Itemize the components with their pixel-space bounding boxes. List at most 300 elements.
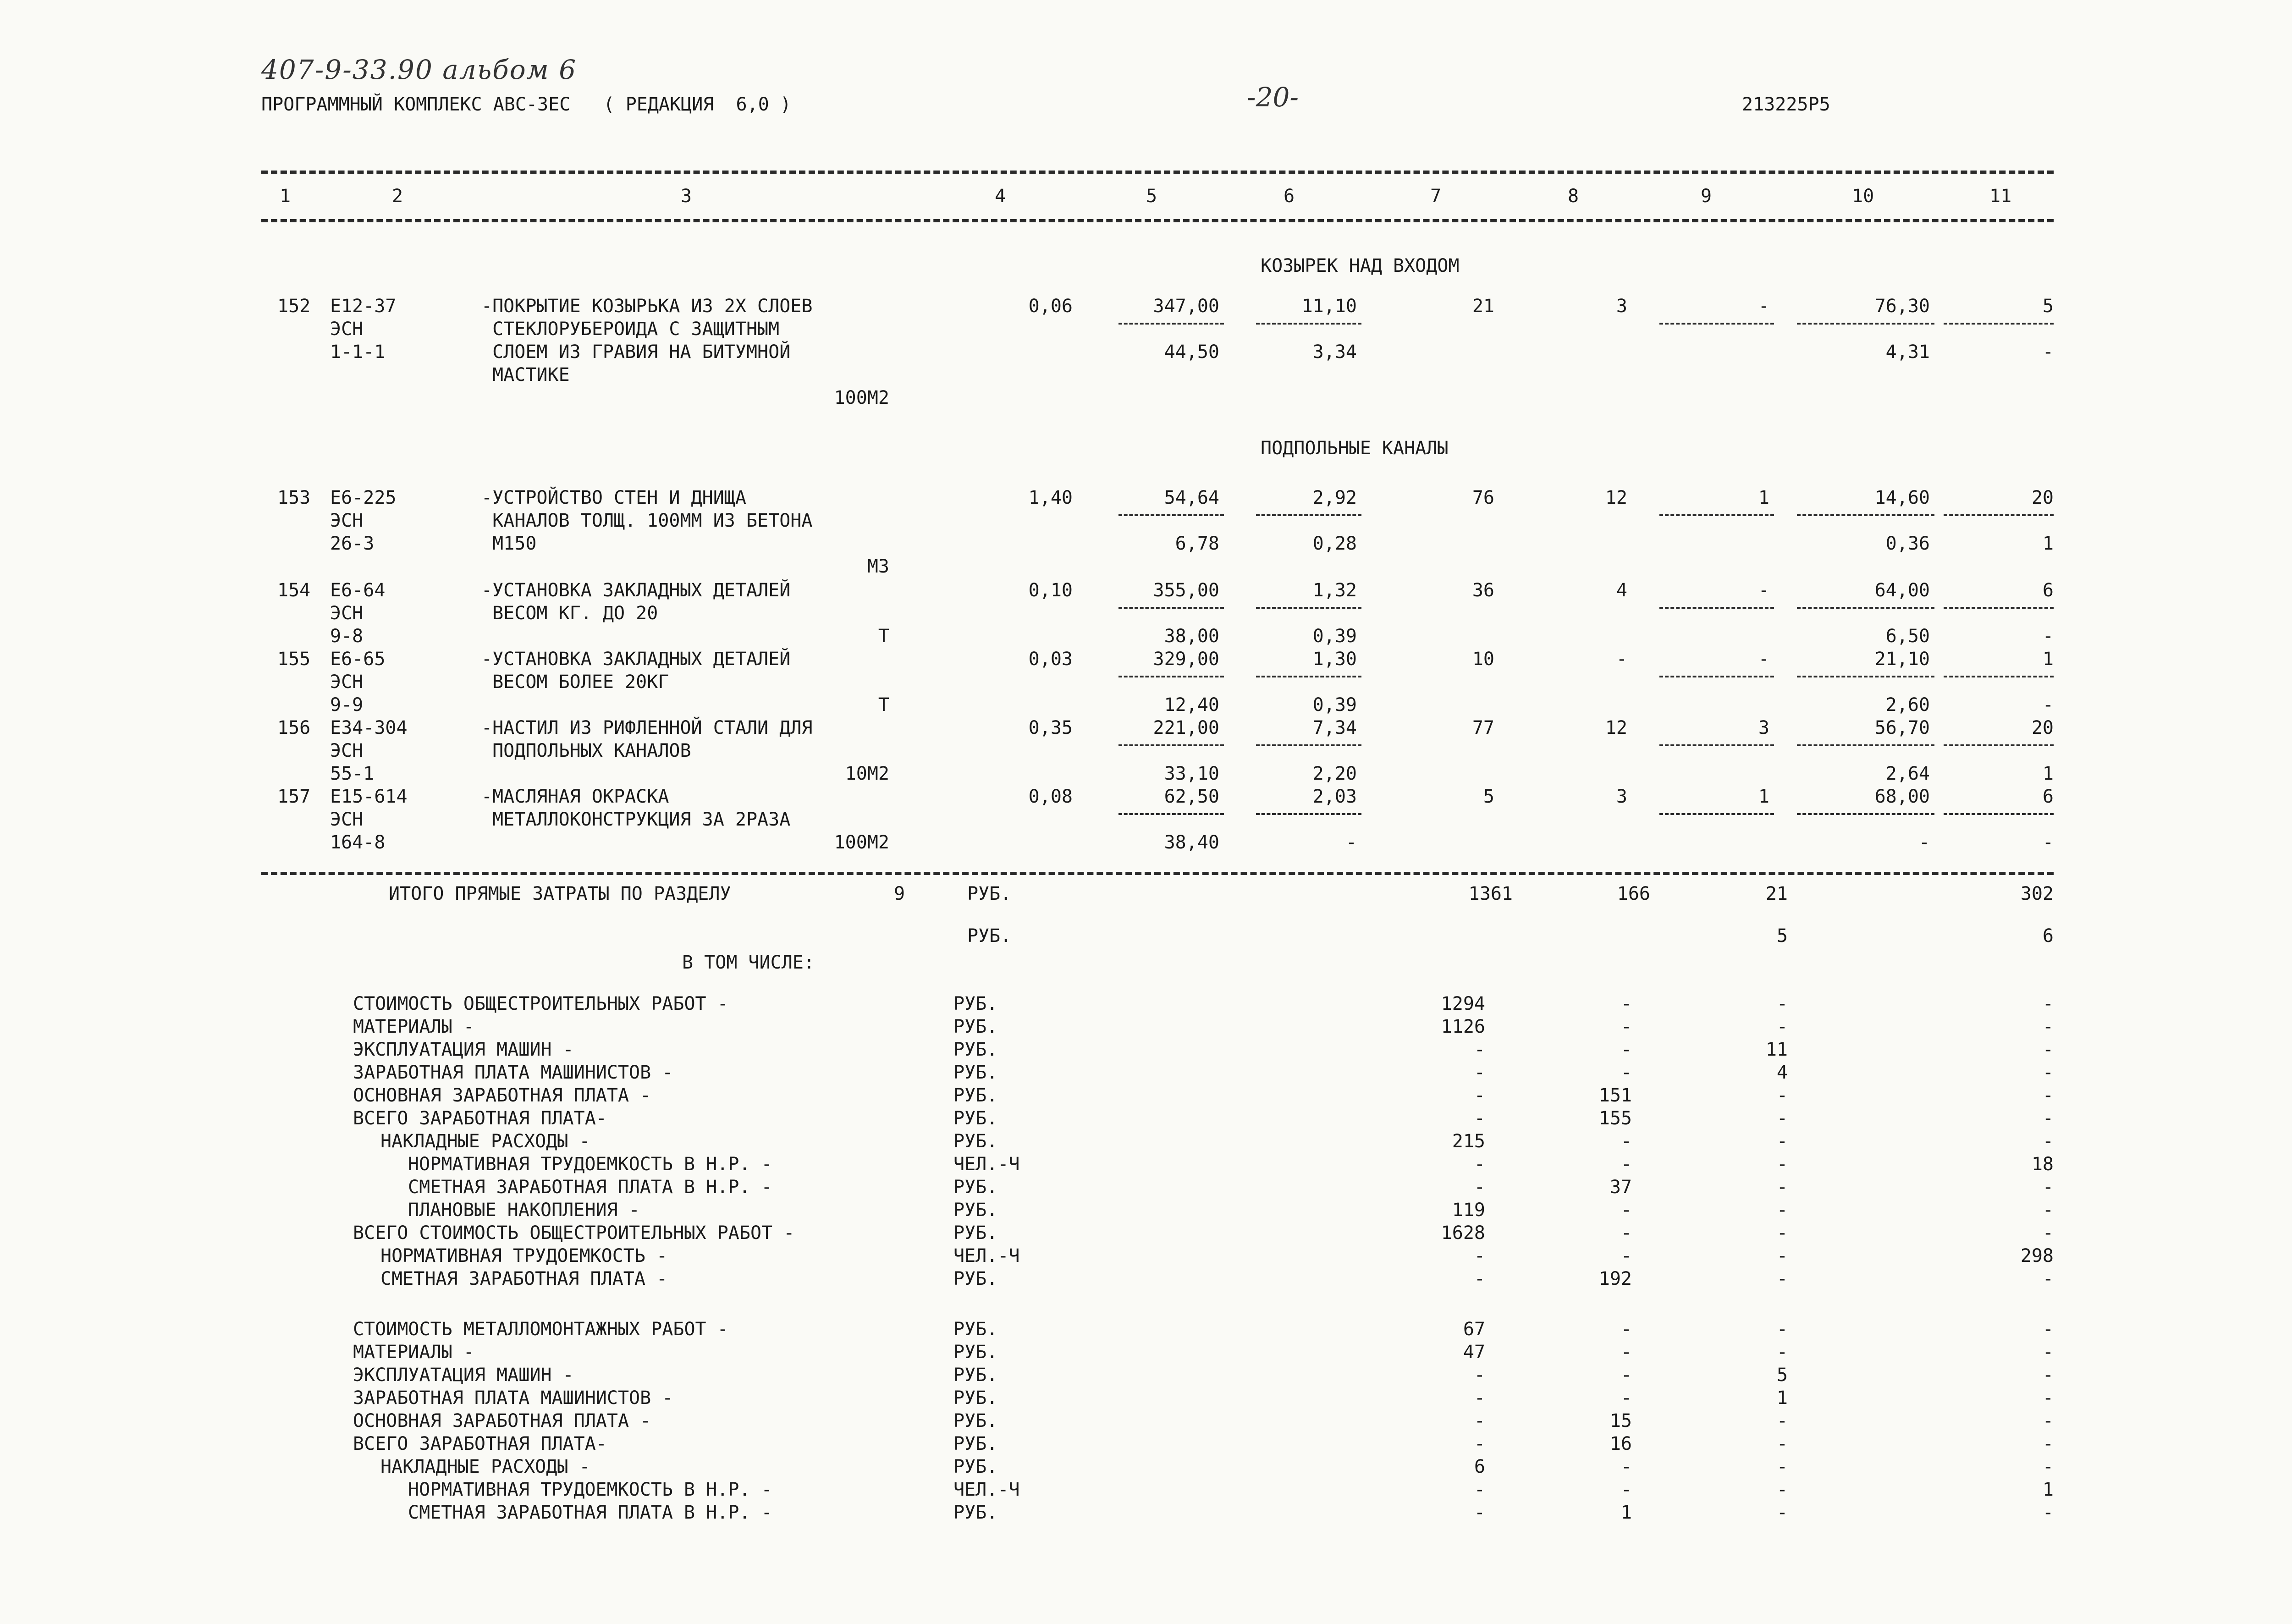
summary-col11: - bbox=[2042, 1342, 2054, 1363]
summary-col11: - bbox=[2042, 1268, 2054, 1289]
summary-col11: - bbox=[2042, 1016, 2054, 1037]
item-number: 153 bbox=[277, 487, 311, 508]
summary-unit: ЧЕЛ.-Ч bbox=[953, 1479, 1020, 1500]
summary-col9: 11 bbox=[1765, 1039, 1788, 1060]
item-unit: Т bbox=[878, 626, 889, 647]
summary-col8: 15 bbox=[1609, 1410, 1632, 1431]
column-number-8: 8 bbox=[1568, 186, 1579, 207]
item-unit-wage: 6,78 bbox=[1175, 533, 1219, 554]
total-col11: 302 bbox=[2020, 883, 2054, 904]
item-total: 2,92 bbox=[1312, 487, 1357, 508]
item-total: 7,34 bbox=[1312, 717, 1357, 738]
item-col8: 4 bbox=[1616, 580, 1627, 601]
summary-col11: - bbox=[2042, 1365, 2054, 1386]
summary-label: ОСНОВНАЯ ЗАРАБОТНАЯ ПЛАТА - bbox=[353, 1085, 651, 1106]
item-unit: 100М2 bbox=[834, 832, 889, 853]
item-total: 1,30 bbox=[1312, 649, 1357, 670]
summary-unit: РУБ. bbox=[953, 1108, 998, 1129]
total-unit: РУБ. bbox=[967, 925, 1012, 947]
summary-col8: - bbox=[1620, 1342, 1632, 1363]
underline-rule bbox=[1118, 813, 1224, 815]
summary-unit: РУБ. bbox=[953, 1387, 998, 1409]
item-col9: 1 bbox=[1758, 786, 1769, 807]
summary-label: ЗАРАБОТНАЯ ПЛАТА МАШИНИСТОВ - bbox=[353, 1062, 673, 1083]
underline-rule bbox=[1256, 744, 1361, 746]
item-code: 9-9 bbox=[330, 694, 364, 716]
item-unit-wage: 38,40 bbox=[1164, 832, 1219, 853]
summary-col9: - bbox=[1776, 1433, 1788, 1454]
column-number-6: 6 bbox=[1284, 186, 1295, 207]
item-col11: - bbox=[2042, 341, 2054, 363]
page-number: -20- bbox=[1247, 82, 1299, 113]
summary-col7: - bbox=[1474, 1245, 1485, 1266]
summary-unit: РУБ. bbox=[953, 1177, 998, 1198]
total-rule bbox=[261, 872, 2054, 875]
item-code: 9-8 bbox=[330, 626, 364, 647]
summary-col11: - bbox=[2042, 993, 2054, 1014]
item-unit: 100М2 bbox=[834, 387, 889, 408]
underline-rule bbox=[1118, 676, 1224, 677]
summary-unit: РУБ. bbox=[953, 1319, 998, 1340]
summary-label: ВСЕГО ЗАРАБОТНАЯ ПЛАТА- bbox=[353, 1433, 607, 1454]
summary-unit: РУБ. bbox=[953, 1016, 998, 1037]
summary-col7: 1126 bbox=[1441, 1016, 1485, 1037]
item-col8: 3 bbox=[1616, 296, 1627, 317]
item-col9: - bbox=[1758, 580, 1769, 601]
item-col11: 5 bbox=[2042, 296, 2054, 317]
summary-col8: 1 bbox=[1620, 1502, 1632, 1523]
item-col11: 20 bbox=[2031, 717, 2054, 738]
summary-col9: 1 bbox=[1776, 1387, 1788, 1409]
item-code: ЭСН bbox=[330, 740, 364, 761]
section-title: КОЗЫРЕК НАД ВХОДОМ bbox=[1261, 255, 1460, 276]
handwritten-album-note: 407-9-33.90 альбом 6 bbox=[261, 54, 577, 85]
summary-col7: - bbox=[1474, 1365, 1485, 1386]
summary-col7: 47 bbox=[1463, 1342, 1485, 1363]
item-code: 164-8 bbox=[330, 832, 386, 853]
summary-col7: - bbox=[1474, 1387, 1485, 1409]
summary-col7: - bbox=[1474, 1062, 1485, 1083]
item-description: СТЕКЛОРУБЕРОИДА С ЗАЩИТНЫМ bbox=[481, 319, 780, 340]
item-number: 155 bbox=[277, 649, 311, 670]
underline-rule bbox=[1797, 813, 1934, 815]
total-col7: 1361 bbox=[1468, 883, 1513, 904]
item-code: Е6-65 bbox=[330, 649, 386, 670]
summary-col8: - bbox=[1620, 993, 1632, 1014]
underline-rule bbox=[1256, 676, 1361, 677]
summary-col9: - bbox=[1776, 1319, 1788, 1340]
summary-unit: ЧЕЛ.-Ч bbox=[953, 1245, 1020, 1266]
item-unit-wage: 33,10 bbox=[1164, 763, 1219, 784]
summary-col8: - bbox=[1620, 1479, 1632, 1500]
item-description: -МАСЛЯНАЯ ОКРАСКА bbox=[481, 786, 669, 807]
summary-col7: 6 bbox=[1474, 1456, 1485, 1477]
item-col8: - bbox=[1616, 649, 1627, 670]
item-col11: 1 bbox=[2042, 649, 2054, 670]
summary-col11: - bbox=[2042, 1387, 2054, 1409]
summary-col7: - bbox=[1474, 1039, 1485, 1060]
item-col8: 12 bbox=[1605, 717, 1627, 738]
item-col9: - bbox=[1758, 296, 1769, 317]
summary-label: НОРМАТИВНАЯ ТРУДОЕМКОСТЬ В Н.Р. - bbox=[408, 1154, 772, 1175]
item-unit-price: 329,00 bbox=[1153, 649, 1219, 670]
underline-rule bbox=[1256, 323, 1361, 325]
underline-rule bbox=[1659, 676, 1774, 677]
item-code: Е6-64 bbox=[330, 580, 386, 601]
item-description: -ПОКРЫТИЕ КОЗЫРЬКА ИЗ 2Х СЛОЕВ bbox=[481, 296, 813, 317]
program-title: ПРОГРАММНЫЙ КОМПЛЕКС АВС-ЗЕС ( РЕДАКЦИЯ 6,0 ) bbox=[261, 94, 791, 115]
underline-rule bbox=[1659, 813, 1774, 815]
underline-rule bbox=[1118, 607, 1224, 609]
summary-label: СТОИМОСТЬ ОБЩЕСТРОИТЕЛЬНЫХ РАБОТ - bbox=[353, 993, 728, 1014]
item-col8: 12 bbox=[1605, 487, 1627, 508]
item-code: 26-3 bbox=[330, 533, 375, 554]
column-number-11: 11 bbox=[1989, 186, 2012, 207]
item-col11: 6 bbox=[2042, 580, 2054, 601]
underline-rule bbox=[1659, 323, 1774, 325]
summary-col8: - bbox=[1620, 1245, 1632, 1266]
item-total-wage: 0,39 bbox=[1312, 694, 1357, 716]
item-description: МЕТАЛЛОКОНСТРУКЦИЯ ЗА 2РАЗА bbox=[481, 809, 791, 830]
summary-label: ОСНОВНАЯ ЗАРАБОТНАЯ ПЛАТА - bbox=[353, 1410, 651, 1431]
underline-rule bbox=[1118, 744, 1224, 746]
summary-col8: - bbox=[1620, 1131, 1632, 1152]
summary-col11: 18 bbox=[2031, 1154, 2054, 1175]
underline-rule bbox=[1256, 607, 1361, 609]
item-description: КАНАЛОВ ТОЛЩ. 100ММ ИЗ БЕТОНА bbox=[481, 510, 813, 531]
summary-unit: РУБ. bbox=[953, 1342, 998, 1363]
underline-rule bbox=[1944, 514, 2054, 516]
summary-col8: - bbox=[1620, 1200, 1632, 1221]
column-number-2: 2 bbox=[392, 186, 403, 207]
summary-col9: - bbox=[1776, 1154, 1788, 1175]
summary-unit: РУБ. bbox=[953, 1222, 998, 1244]
item-unit-price: 355,00 bbox=[1153, 580, 1219, 601]
underline-rule bbox=[1797, 514, 1934, 516]
summary-label: СМЕТНАЯ ЗАРАБОТНАЯ ПЛАТА В Н.Р. - bbox=[408, 1177, 772, 1198]
summary-col11: - bbox=[2042, 1085, 2054, 1106]
total-label: ИТОГО ПРЯМЫЕ ЗАТРАТЫ ПО РАЗДЕЛУ bbox=[389, 883, 731, 904]
summary-col8: 37 bbox=[1609, 1177, 1632, 1198]
item-col7: 21 bbox=[1472, 296, 1494, 317]
summary-unit: РУБ. bbox=[953, 1039, 998, 1060]
item-col10: 6,50 bbox=[1885, 626, 1930, 647]
item-col11: 1 bbox=[2042, 763, 2054, 784]
summary-col7: - bbox=[1474, 1479, 1485, 1500]
summary-unit: РУБ. bbox=[953, 993, 998, 1014]
summary-col9: - bbox=[1776, 1085, 1788, 1106]
item-col9: - bbox=[1758, 649, 1769, 670]
summary-label: ВСЕГО ЗАРАБОТНАЯ ПЛАТА- bbox=[353, 1108, 607, 1129]
header-bottom-rule bbox=[261, 219, 2054, 222]
column-number-1: 1 bbox=[280, 186, 291, 207]
item-col7: 36 bbox=[1472, 580, 1494, 601]
summary-col7: - bbox=[1474, 1154, 1485, 1175]
summary-unit: РУБ. bbox=[953, 1433, 998, 1454]
item-col11: 1 bbox=[2042, 533, 2054, 554]
item-col10: 56,70 bbox=[1874, 717, 1930, 738]
item-description: М150 bbox=[481, 533, 537, 554]
section-title: ПОДПОЛЬНЫЕ КАНАЛЫ bbox=[1261, 438, 1449, 459]
summary-col11: - bbox=[2042, 1433, 2054, 1454]
item-unit-price: 221,00 bbox=[1153, 717, 1219, 738]
summary-unit: РУБ. bbox=[953, 1456, 998, 1477]
column-number-10: 10 bbox=[1852, 186, 1874, 207]
summary-col11: - bbox=[2042, 1039, 2054, 1060]
summary-col9: - bbox=[1776, 1502, 1788, 1523]
item-unit-price: 62,50 bbox=[1164, 786, 1219, 807]
summary-col7: - bbox=[1474, 1410, 1485, 1431]
item-col7: 76 bbox=[1472, 487, 1494, 508]
summary-unit: РУБ. bbox=[953, 1062, 998, 1083]
summary-col8: 16 bbox=[1609, 1433, 1632, 1454]
column-number-7: 7 bbox=[1430, 186, 1442, 207]
item-quantity: 0,35 bbox=[1028, 717, 1073, 738]
summary-col7: 67 bbox=[1463, 1319, 1485, 1340]
item-total-wage: 3,34 bbox=[1312, 341, 1357, 363]
item-unit: М3 bbox=[867, 556, 889, 577]
underline-rule bbox=[1944, 323, 2054, 325]
item-unit-wage: 12,40 bbox=[1164, 694, 1219, 716]
item-col10: 14,60 bbox=[1874, 487, 1930, 508]
summary-label: НАКЛАДНЫЕ РАСХОДЫ - bbox=[380, 1131, 590, 1152]
summary-col11: - bbox=[2042, 1131, 2054, 1152]
total-col9: 5 bbox=[1776, 925, 1788, 947]
summary-col8: - bbox=[1620, 1319, 1632, 1340]
summary-label: МАТЕРИАЛЫ - bbox=[353, 1016, 474, 1037]
summary-label: СМЕТНАЯ ЗАРАБОТНАЯ ПЛАТА - bbox=[380, 1268, 668, 1289]
summary-col11: - bbox=[2042, 1319, 2054, 1340]
summary-col8: - bbox=[1620, 1222, 1632, 1244]
summary-col11: - bbox=[2042, 1062, 2054, 1083]
item-description: -УСТАНОВКА ЗАКЛАДНЫХ ДЕТАЛЕЙ bbox=[481, 649, 791, 670]
item-total-wage: 0,28 bbox=[1312, 533, 1357, 554]
column-number-4: 4 bbox=[995, 186, 1006, 207]
underline-rule bbox=[1118, 514, 1224, 516]
item-col11: - bbox=[2042, 832, 2054, 853]
summary-label: ВСЕГО СТОИМОСТЬ ОБЩЕСТРОИТЕЛЬНЫХ РАБОТ - bbox=[353, 1222, 795, 1244]
summary-col7: 215 bbox=[1452, 1131, 1485, 1152]
item-code: ЭСН bbox=[330, 319, 364, 340]
total-col9: 21 bbox=[1765, 883, 1788, 904]
column-number-3: 3 bbox=[681, 186, 692, 207]
summary-col11: - bbox=[2042, 1108, 2054, 1129]
item-total: 11,10 bbox=[1301, 296, 1357, 317]
item-unit-wage: 44,50 bbox=[1164, 341, 1219, 363]
item-total: 1,32 bbox=[1312, 580, 1357, 601]
column-number-5: 5 bbox=[1146, 186, 1157, 207]
underline-rule bbox=[1944, 813, 2054, 815]
item-number: 157 bbox=[277, 786, 311, 807]
summary-col9: - bbox=[1776, 1456, 1788, 1477]
item-col10: 2,60 bbox=[1885, 694, 1930, 716]
underline-rule bbox=[1944, 607, 2054, 609]
underline-rule bbox=[1944, 744, 2054, 746]
item-total: 2,03 bbox=[1312, 786, 1357, 807]
item-col10: 4,31 bbox=[1885, 341, 1930, 363]
item-code: 55-1 bbox=[330, 763, 375, 784]
summary-label: ЭКСПЛУАТАЦИЯ МАШИН - bbox=[353, 1039, 574, 1060]
summary-label: НОРМАТИВНАЯ ТРУДОЕМКОСТЬ В Н.Р. - bbox=[408, 1479, 772, 1500]
summary-col8: - bbox=[1620, 1039, 1632, 1060]
summary-col9: - bbox=[1776, 1410, 1788, 1431]
item-col11: 20 bbox=[2031, 487, 2054, 508]
summary-col8: - bbox=[1620, 1387, 1632, 1409]
summary-col9: - bbox=[1776, 1268, 1788, 1289]
summary-col11: - bbox=[2042, 1222, 2054, 1244]
summary-col8: - bbox=[1620, 1062, 1632, 1083]
summary-unit: РУБ. bbox=[953, 1131, 998, 1152]
item-description: СЛОЕМ ИЗ ГРАВИЯ НА БИТУМНОЙ bbox=[481, 341, 791, 363]
item-col7: 77 bbox=[1472, 717, 1494, 738]
summary-col9: - bbox=[1776, 1016, 1788, 1037]
item-description: -УСТРОЙСТВО СТЕН И ДНИЩА bbox=[481, 487, 746, 508]
summary-unit: РУБ. bbox=[953, 1268, 998, 1289]
summary-col11: - bbox=[2042, 1456, 2054, 1477]
summary-col9: - bbox=[1776, 993, 1788, 1014]
summary-col8: - bbox=[1620, 1365, 1632, 1386]
item-col10: 64,00 bbox=[1874, 580, 1930, 601]
summary-col7: - bbox=[1474, 1433, 1485, 1454]
item-col10: 76,30 bbox=[1874, 296, 1930, 317]
item-unit-price: 54,64 bbox=[1164, 487, 1219, 508]
summary-col7: - bbox=[1474, 1085, 1485, 1106]
summary-col11: - bbox=[2042, 1200, 2054, 1221]
summary-col7: 1628 bbox=[1441, 1222, 1485, 1244]
summary-col9: - bbox=[1776, 1200, 1788, 1221]
underline-rule bbox=[1797, 744, 1934, 746]
item-total-wage: - bbox=[1345, 832, 1357, 853]
underline-rule bbox=[1797, 676, 1934, 677]
summary-col9: 4 bbox=[1776, 1062, 1788, 1083]
summary-unit: РУБ. bbox=[953, 1365, 998, 1386]
document-code: 213225Р5 bbox=[1742, 94, 1830, 115]
item-description: -НАСТИЛ ИЗ РИФЛЕННОЙ СТАЛИ ДЛЯ bbox=[481, 717, 813, 738]
total-unit: РУБ. bbox=[967, 883, 1012, 904]
underline-rule bbox=[1256, 813, 1361, 815]
item-quantity: 0,03 bbox=[1028, 649, 1073, 670]
item-col10: 21,10 bbox=[1874, 649, 1930, 670]
summary-col9: - bbox=[1776, 1131, 1788, 1152]
item-description: -УСТАНОВКА ЗАКЛАДНЫХ ДЕТАЛЕЙ bbox=[481, 580, 791, 601]
item-col10: - bbox=[1918, 832, 1930, 853]
summary-col8: 192 bbox=[1598, 1268, 1632, 1289]
item-total-wage: 2,20 bbox=[1312, 763, 1357, 784]
underline-rule bbox=[1256, 514, 1361, 516]
item-col10: 68,00 bbox=[1874, 786, 1930, 807]
underline-rule bbox=[1659, 514, 1774, 516]
item-description: ВЕСОМ КГ. ДО 20 bbox=[481, 603, 658, 624]
summary-col9: - bbox=[1776, 1245, 1788, 1266]
summary-label: СМЕТНАЯ ЗАРАБОТНАЯ ПЛАТА В Н.Р. - bbox=[408, 1502, 772, 1523]
item-quantity: 0,10 bbox=[1028, 580, 1073, 601]
item-col9: 3 bbox=[1758, 717, 1769, 738]
item-col10: 2,64 bbox=[1885, 763, 1930, 784]
summary-label: НОРМАТИВНАЯ ТРУДОЕМКОСТЬ - bbox=[380, 1245, 668, 1266]
item-unit-price: 347,00 bbox=[1153, 296, 1219, 317]
item-code: Е12-37 bbox=[330, 296, 397, 317]
total-col11: 6 bbox=[2042, 925, 2054, 947]
summary-unit: РУБ. bbox=[953, 1085, 998, 1106]
item-unit: 10М2 bbox=[845, 763, 889, 784]
total-col8: 166 bbox=[1617, 883, 1650, 904]
item-description: ВЕСОМ БОЛЕЕ 20КГ bbox=[481, 672, 669, 693]
summary-col11: - bbox=[2042, 1502, 2054, 1523]
item-col7: 10 bbox=[1472, 649, 1494, 670]
summary-col11: - bbox=[2042, 1410, 2054, 1431]
item-code: ЭСН bbox=[330, 603, 364, 624]
item-quantity: 0,08 bbox=[1028, 786, 1073, 807]
total-section-number: 9 bbox=[894, 883, 905, 904]
summary-col7: - bbox=[1474, 1502, 1485, 1523]
item-number: 154 bbox=[277, 580, 311, 601]
summary-col7: - bbox=[1474, 1108, 1485, 1129]
summary-unit: РУБ. bbox=[953, 1200, 998, 1221]
summary-col9: - bbox=[1776, 1108, 1788, 1129]
underline-rule bbox=[1659, 607, 1774, 609]
summary-unit: РУБ. bbox=[953, 1502, 998, 1523]
item-col8: 3 bbox=[1616, 786, 1627, 807]
underline-rule bbox=[1944, 676, 2054, 677]
item-description: ПОДПОЛЬНЫХ КАНАЛОВ bbox=[481, 740, 691, 761]
summary-col7: - bbox=[1474, 1268, 1485, 1289]
summary-col7: 1294 bbox=[1441, 993, 1485, 1014]
summary-label: ПЛАНОВЫЕ НАКОПЛЕНИЯ - bbox=[408, 1200, 640, 1221]
summary-col7: - bbox=[1474, 1177, 1485, 1198]
summary-unit: ЧЕЛ.-Ч bbox=[953, 1154, 1020, 1175]
item-code: Е34-304 bbox=[330, 717, 408, 738]
item-code: 1-1-1 bbox=[330, 341, 386, 363]
summary-unit: РУБ. bbox=[953, 1410, 998, 1431]
item-quantity: 0,06 bbox=[1028, 296, 1073, 317]
item-quantity: 1,40 bbox=[1028, 487, 1073, 508]
item-col9: 1 bbox=[1758, 487, 1769, 508]
summary-label: МАТЕРИАЛЫ - bbox=[353, 1342, 474, 1363]
item-code: ЭСН bbox=[330, 809, 364, 830]
underline-rule bbox=[1797, 607, 1934, 609]
top-rule bbox=[261, 171, 2054, 174]
summary-col8: - bbox=[1620, 1154, 1632, 1175]
item-col11: 6 bbox=[2042, 786, 2054, 807]
underline-rule bbox=[1797, 323, 1934, 325]
summary-col9: - bbox=[1776, 1342, 1788, 1363]
summary-col9: - bbox=[1776, 1222, 1788, 1244]
item-unit-wage: 38,00 bbox=[1164, 626, 1219, 647]
item-code: Е6-225 bbox=[330, 487, 397, 508]
item-total-wage: 0,39 bbox=[1312, 626, 1357, 647]
item-col10: 0,36 bbox=[1885, 533, 1930, 554]
item-col11: - bbox=[2042, 694, 2054, 716]
item-number: 156 bbox=[277, 717, 311, 738]
summary-label: СТОИМОСТЬ МЕТАЛЛОМОНТАЖНЫХ РАБОТ - bbox=[353, 1319, 728, 1340]
summary-col11: 298 bbox=[2020, 1245, 2054, 1266]
item-unit: Т bbox=[878, 694, 889, 716]
summary-col9: 5 bbox=[1776, 1365, 1788, 1386]
underline-rule bbox=[1118, 323, 1224, 325]
including-label: В ТОМ ЧИСЛЕ: bbox=[682, 952, 815, 973]
summary-col9: - bbox=[1776, 1479, 1788, 1500]
summary-col8: 151 bbox=[1598, 1085, 1632, 1106]
item-description: МАСТИКЕ bbox=[481, 364, 570, 385]
summary-col9: - bbox=[1776, 1177, 1788, 1198]
summary-col11: 1 bbox=[2042, 1479, 2054, 1500]
item-code: ЭСН bbox=[330, 510, 364, 531]
summary-col7: 119 bbox=[1452, 1200, 1485, 1221]
item-col7: 5 bbox=[1483, 786, 1494, 807]
column-number-9: 9 bbox=[1701, 186, 1712, 207]
item-code: ЭСН bbox=[330, 672, 364, 693]
summary-label: ЗАРАБОТНАЯ ПЛАТА МАШИНИСТОВ - bbox=[353, 1387, 673, 1409]
